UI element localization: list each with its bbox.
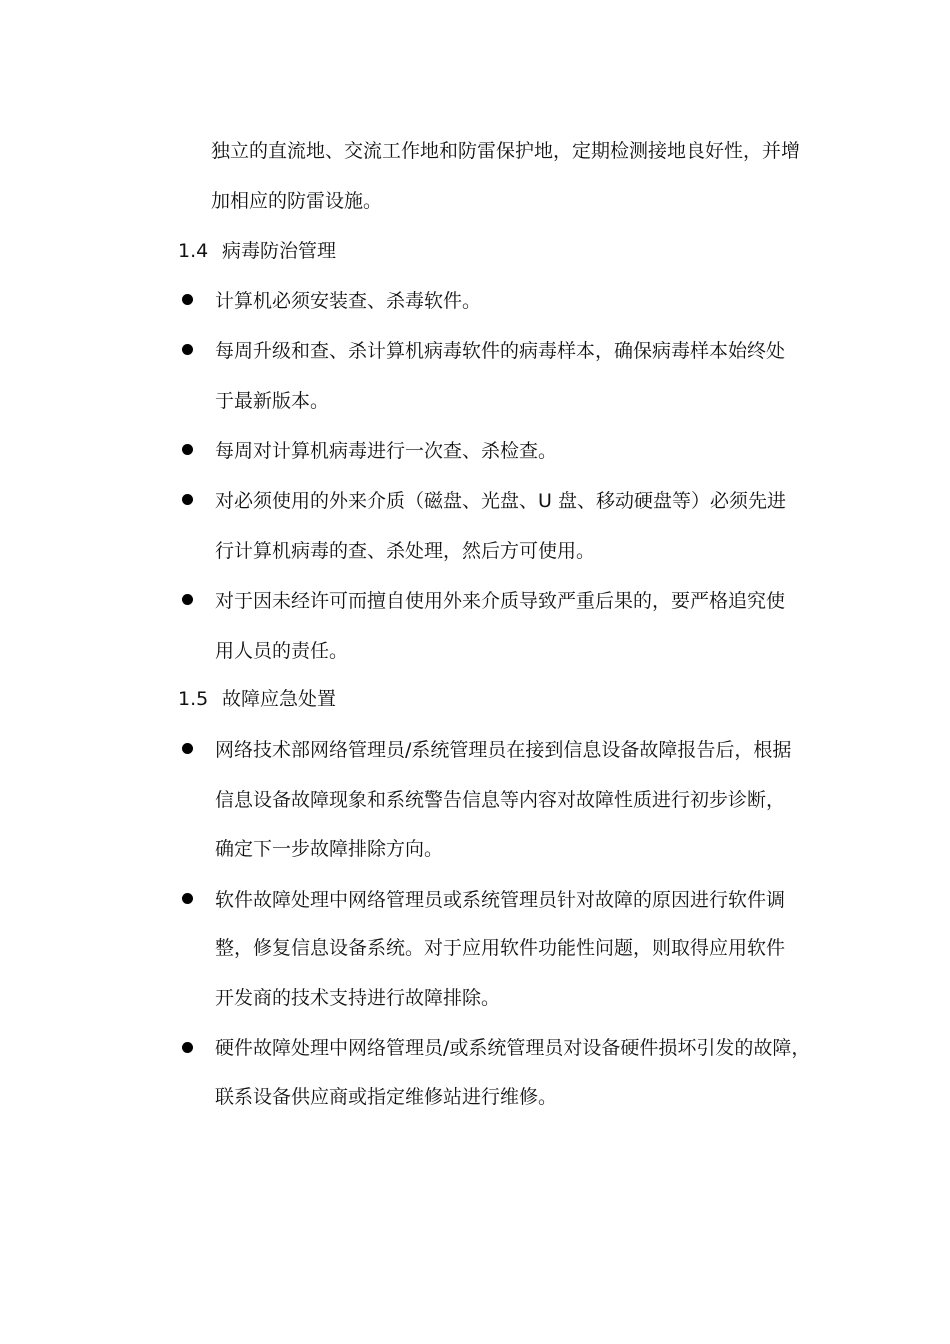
list-item-1-4-2-line-1: 每周升级和查、杀计算机病毒软件的病毒样本，确保病毒样本始终处 xyxy=(215,340,786,362)
section-1-4-number: 1.4 xyxy=(178,240,209,262)
list-item-1-5-1-line-3: 确定下一步故障排除方向。 xyxy=(215,838,444,860)
list-item-1-5-3-line-1: 硬件故障处理中网络管理员/或系统管理员对设备硬件损坏引发的故障， xyxy=(215,1037,811,1059)
section-1-5-title: 故障应急处置 xyxy=(222,688,337,710)
list-item-1-5-1-line-1: 网络技术部网络管理员/系统管理员在接到信息设备故障报告后，根据 xyxy=(215,739,792,761)
list-item-1-4-4-line-1: 对必须使用的外来介质（磁盘、光盘、U 盘、移动硬盘等）必须先进 xyxy=(215,490,786,512)
intro-line-1: 独立的直流地、交流工作地和防雷保护地，定期检测接地良好性，并增 xyxy=(211,140,801,162)
intro-line-2: 加相应的防雷设施。 xyxy=(211,190,383,212)
bullet-icon xyxy=(182,494,193,505)
bullet-icon xyxy=(182,1042,193,1053)
list-item-1-4-5-line-2: 用人员的责任。 xyxy=(215,640,349,662)
list-item-1-5-3-line-2: 联系设备供应商或指定维修站进行维修。 xyxy=(215,1086,558,1108)
list-item-1-5-2-line-2: 整，修复信息设备系统。对于应用软件功能性问题，则取得应用软件 xyxy=(215,937,786,959)
bullet-icon xyxy=(182,594,193,605)
list-item-1-5-1-line-2: 信息设备故障现象和系统警告信息等内容对故障性质进行初步诊断， xyxy=(215,789,786,811)
section-1-5-number: 1.5 xyxy=(178,688,209,710)
bullet-icon xyxy=(182,444,193,455)
list-item-1-5-2-line-1: 软件故障处理中网络管理员或系统管理员针对故障的原因进行软件调 xyxy=(215,889,786,911)
list-item-1-4-3-line-1: 每周对计算机病毒进行一次查、杀检查。 xyxy=(215,440,558,462)
list-item-1-5-2-line-3: 开发商的技术支持进行故障排除。 xyxy=(215,987,501,1009)
list-item-1-4-2-line-2: 于最新版本。 xyxy=(215,390,330,412)
list-item-1-4-4-line-2: 行计算机病毒的查、杀处理，然后方可使用。 xyxy=(215,540,596,562)
list-item-1-4-1-line-1: 计算机必须安装查、杀毒软件。 xyxy=(215,290,482,312)
section-1-4-title: 病毒防治管理 xyxy=(222,240,337,262)
bullet-icon xyxy=(182,294,193,305)
bullet-icon xyxy=(182,743,193,754)
list-item-1-4-5-line-1: 对于因未经许可而擅自使用外来介质导致严重后果的，要严格追究使 xyxy=(215,590,786,612)
bullet-icon xyxy=(182,893,193,904)
bullet-icon xyxy=(182,344,193,355)
